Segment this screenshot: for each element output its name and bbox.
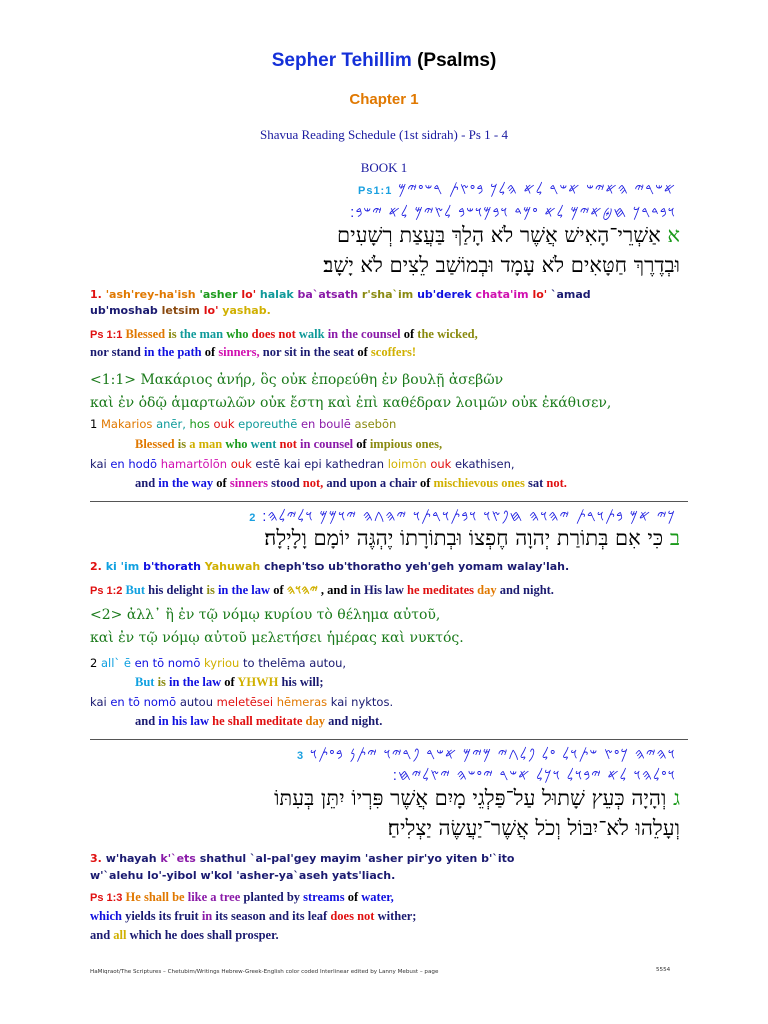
en-word: He [125, 890, 141, 904]
v2-english-ref: Ps 1:2 [90, 585, 123, 597]
en-word: yields [125, 909, 156, 923]
en-word: in [143, 345, 155, 359]
en-word: of [347, 890, 359, 904]
ge-word: in [300, 437, 311, 451]
tl-word: pir'yo [406, 852, 442, 865]
en-word: shall [207, 928, 233, 942]
tl-word: yomam [458, 560, 504, 573]
tl-word: lo'-yibol [147, 869, 197, 882]
gt-word: all` [100, 656, 121, 670]
v2-greek-translit-2 [90, 695, 393, 709]
ge-word: of [419, 476, 431, 490]
ge-word: is [177, 437, 187, 451]
en-word: the seat [313, 345, 355, 359]
tl-word: yeh'geh [405, 560, 455, 573]
en-word: scoffers! [370, 345, 417, 359]
en-word: of [357, 345, 368, 359]
v1-translit-num: 1. [90, 288, 102, 301]
ge-word: shall meditate [227, 714, 303, 728]
ge-word: and [135, 714, 156, 728]
en-word: the man [179, 327, 224, 341]
gt-word: ouk [230, 457, 252, 471]
tl-word: 'asher [199, 288, 238, 301]
ge-word: in [158, 476, 169, 490]
en-word: in [327, 327, 339, 341]
tl-word: walay'lah. [506, 560, 570, 573]
ge-word: his law [171, 714, 210, 728]
en-word: be [172, 890, 185, 904]
ge-word: night. [351, 714, 383, 728]
en-word: the law [231, 583, 271, 597]
gt-word: nomō [143, 695, 177, 709]
v3-translit-line-1 [90, 852, 514, 865]
v2-english-line [90, 583, 554, 598]
tl-word: ub'moshab [90, 304, 158, 317]
gt-word: epi [304, 457, 322, 471]
ge-word: stood [271, 476, 300, 490]
tl-word: ub'derek [417, 288, 472, 301]
gt-word: anēr, [156, 417, 186, 431]
en-word: wither; [377, 909, 417, 923]
tl-word: ba`atsath [297, 288, 359, 301]
gt-word: kai [90, 457, 107, 471]
en-word: sinners, [218, 345, 260, 359]
tl-word: cheph'tso [264, 560, 325, 573]
ge-word: and [328, 714, 349, 728]
v3-english-ref: Ps 1:3 [90, 892, 123, 904]
gt-word: kai [90, 695, 107, 709]
tl-word: w'hayah [105, 852, 157, 865]
v1-greek-line-1: <1:1> Μακάριος ἀνήρ, ὃς οὐκ ἐπορεύθη ἐν βουλῇ ἀσεβῶν [90, 372, 504, 388]
title-paren: (Psalms) [417, 50, 497, 71]
v3-paleo-text-1: 𐤅𐤄𐤉𐤄 𐤊𐤏𐤑 𐤔𐤕𐤅𐤋 𐤏𐤋 𐤐𐤋𐤂𐤉 𐤌𐤉𐤌 𐤀𐤔𐤓 𐤐𐤓𐤉𐤅 𐤉𐤕𐤍 𐤁𐤏𐤕𐤅 [309, 745, 676, 763]
v3-translit-num: 3. [90, 852, 102, 865]
ge-word: not. [546, 476, 567, 490]
en-word: shall [143, 890, 169, 904]
v3-hebrew-num: ג [673, 786, 680, 810]
en-word: its leaf [292, 909, 328, 923]
tl-word: 'asher-ya`aseh [236, 869, 329, 882]
v1-translit-line-2 [90, 304, 271, 317]
en-word: like [187, 890, 208, 904]
v1-paleo-line-1 [358, 180, 676, 198]
en-word: its season [215, 909, 266, 923]
gt-word: kai [283, 457, 301, 471]
ge-word: who [225, 437, 248, 451]
en-word: the wicked, [417, 327, 478, 341]
gt-word: meletēsei [216, 695, 274, 709]
v3-hebrew-text-1: וְהָיָה כְּעֵץ שָׁתוּל עַל־פַּלְגֵי מָיִם אֲשֶׁר פִּרְיוֹ יִתֵּן בְּעִתּוֹ [274, 786, 667, 810]
en-word: of [273, 583, 284, 597]
v1-greek-english-1 [135, 437, 442, 452]
v3-paleo-line-2: 𐤅𐤏𐤋𐤄𐤅 𐤋𐤀 𐤉𐤁𐤅𐤋 𐤅𐤊𐤋 𐤀𐤔𐤓 𐤉𐤏𐤔𐤄 𐤉𐤑𐤋𐤉𐤇׃ [392, 766, 676, 784]
v2-greek-translit-1 [90, 656, 346, 670]
en-word: nor [262, 345, 282, 359]
en-word: meditates [422, 583, 475, 597]
en-word: Blessed [125, 327, 166, 341]
gt-word: eporeuthē [238, 417, 298, 431]
v2-paleo-text: 𐤊𐤉 𐤀𐤌 𐤁𐤕𐤅𐤓𐤕 𐤉𐤄𐤅𐤄 𐤇𐤐𐤑𐤅 𐤅𐤁𐤕𐤅𐤓𐤕𐤅 𐤉𐤄𐤂𐤄 𐤉𐤅𐤌𐤌 𐤅𐤋𐤉𐤋𐤄׃ [262, 507, 676, 525]
tl-word: b'thorath [143, 560, 201, 573]
verse-divider [90, 501, 688, 502]
ge-word: YHWH [237, 675, 279, 689]
footer-text: HaMiqraot/The Scriptures – Chetubim/Writings Hebrew-Greek-English color coded Interlinear edited by Lanny Mebust – page [90, 969, 439, 975]
en-word: of [204, 345, 216, 359]
en-word: , and [320, 583, 348, 597]
v3-paleo-num: 3 [296, 750, 305, 762]
en-word: the path [157, 345, 202, 359]
ge-word: is [157, 675, 166, 689]
en-word: sit [284, 345, 297, 359]
en-word: prosper. [235, 928, 279, 942]
en-word: his delight [148, 583, 204, 597]
v1-hebrew-text-1: אַשְׁרֵי־הָאִישׁ אֲשֶׁר לֹא הָלַךְ בַּעֲצַת רְשָׁעִים [337, 223, 661, 247]
v1-hebrew-num: א [667, 223, 680, 247]
v2-translit-line [90, 560, 569, 573]
gt-word: kai [330, 695, 348, 709]
ge-word: the law [182, 675, 222, 689]
en-word: he [407, 583, 420, 597]
gt-word: en [134, 656, 149, 670]
v1-greek-translit-1 [90, 417, 396, 431]
gt-word: en [110, 695, 125, 709]
en-word: But [125, 583, 145, 597]
ge-word: sinners [229, 476, 269, 490]
v2-translit-num: 2. [90, 560, 102, 573]
gt-word: autou, [309, 656, 347, 670]
page-title [0, 50, 768, 72]
v1-greek-line-2: καὶ ἐν ὁδῷ ἁμαρτωλῶν οὐκ ἔστη καὶ ἐπὶ καθέδραν λοιμῶν οὐκ ἐκάθισεν, [90, 395, 612, 411]
gt-word: en [110, 457, 125, 471]
gt-word: ē [123, 656, 131, 670]
tl-word: 'asher [364, 852, 403, 865]
ge-word: a chair [379, 476, 417, 490]
tl-word: halak [259, 288, 294, 301]
gt-word: nomō [167, 656, 201, 670]
gt-word: Makarios [100, 417, 153, 431]
v1-english-ref: Ps 1:1 [90, 329, 123, 341]
ge-word: in [158, 714, 169, 728]
v3-english-line-3 [90, 928, 279, 943]
v2-greek-english-1 [135, 675, 324, 690]
ge-word: of [224, 675, 235, 689]
tl-word: ub'thoratho [328, 560, 402, 573]
en-word: and [499, 583, 520, 597]
tl-word: `al-pal'gey [250, 852, 317, 865]
page-footer [90, 969, 690, 975]
gt-word: boulē [318, 417, 351, 431]
en-word: a tree [210, 890, 241, 904]
tl-word: k'`ets [160, 852, 196, 865]
gt-word: 1 [90, 417, 98, 431]
tl-word: lo' [241, 288, 257, 301]
en-word: its fruit [158, 909, 199, 923]
v1-english-line-1 [90, 327, 478, 342]
en-word: and [268, 909, 290, 923]
ge-word: of [216, 476, 227, 490]
gt-word: nyktos. [351, 695, 394, 709]
v3-english-line-2 [90, 909, 416, 924]
en-word: streams [303, 890, 345, 904]
v3-paleo-line-1 [297, 745, 676, 763]
gt-word: thelēma [258, 656, 306, 670]
v2-paleo-line [249, 507, 676, 525]
v2-hebrew-line [264, 526, 680, 551]
gt-word: kyriou [204, 656, 240, 670]
tl-word: 'ash'rey-ha'ish [105, 288, 196, 301]
en-word: planted [243, 890, 284, 904]
ge-word: and [135, 476, 156, 490]
tl-word: lo' [532, 288, 548, 301]
en-word: by [286, 890, 301, 904]
ge-word: of [356, 437, 367, 451]
en-word: nor [90, 345, 109, 359]
tl-word: w'kol [200, 869, 233, 882]
tl-word: Yahuwah [204, 560, 261, 573]
en-word: all [113, 928, 127, 942]
tl-word: r'sha`im [361, 288, 414, 301]
en-word: stand [111, 345, 141, 359]
gt-word: ouk [430, 457, 452, 471]
tl-word: shathul [199, 852, 247, 865]
ge-word: Blessed [135, 437, 175, 451]
en-word: which [90, 909, 122, 923]
ge-word: But [135, 675, 155, 689]
gt-word: autou [179, 695, 213, 709]
en-word: does [180, 928, 204, 942]
ge-word: impious ones, [369, 437, 443, 451]
ge-word: mischievous ones [433, 476, 525, 490]
divine-name-paleo: 𐤉𐤄𐤅𐤄 [286, 583, 318, 597]
v2-greek-english-2 [135, 714, 382, 729]
gt-word: hēmeras [276, 695, 328, 709]
v2-hebrew-num: ב [669, 526, 680, 550]
v3-translit-line-2 [90, 869, 395, 882]
ge-word: in [169, 675, 180, 689]
ge-word: upon [349, 476, 377, 490]
en-word: night. [523, 583, 554, 597]
gt-word: hos [189, 417, 210, 431]
tl-word: w'`alehu [90, 869, 144, 882]
gt-word: 2 [90, 656, 98, 670]
en-word: who [226, 327, 249, 341]
en-word: of [403, 327, 415, 341]
gt-word: tō [128, 695, 140, 709]
ge-word: his will; [281, 675, 324, 689]
tl-word: yats'liach. [332, 869, 396, 882]
en-word: is [168, 327, 177, 341]
v1-paleo-ref: Ps1:1 [357, 185, 393, 197]
en-word: is [206, 583, 215, 597]
chapter-heading: Chapter 1 [349, 91, 419, 108]
v1-hebrew-line-1 [337, 223, 680, 248]
title-main: Sepher Tehillim [271, 50, 412, 71]
ge-word: day [305, 714, 325, 728]
v2-paleo-num: 2 [249, 512, 257, 524]
book-heading: BOOK 1 [360, 160, 408, 175]
tl-word: lo' [203, 304, 219, 317]
gt-word: to [243, 656, 255, 670]
v1-greek-translit-2 [90, 457, 515, 471]
en-word: he [164, 928, 178, 942]
tl-word: mayim [320, 852, 362, 865]
v3-english-line-1 [90, 890, 394, 905]
gt-word: en [300, 417, 316, 431]
ge-word: the way [171, 476, 214, 490]
ge-word: not, [302, 476, 324, 490]
en-word: does not [251, 327, 296, 341]
gt-word: kathedran [325, 457, 385, 471]
tl-word: `amad [551, 288, 591, 301]
v1-greek-english-2 [135, 476, 567, 491]
en-word: walk [298, 327, 325, 341]
gt-word: hamartōlōn [160, 457, 228, 471]
v3-hebrew-line-2: וְעָלֵהוּ לֹא־יִבּוֹל וְכֹל אֲשֶׁר־יַעֲשֶׂה יַצְלִיחַ׃ [387, 816, 680, 840]
tl-word: letsim [161, 304, 200, 317]
reading-schedule: Shavua Reading Schedule (1st sidrah) - Ps 1 - 4 [259, 127, 509, 142]
footer-page-number: 5554 [656, 967, 671, 973]
gt-word: asebōn [354, 417, 397, 431]
tl-word: chata'im [475, 288, 529, 301]
ge-word: went [250, 437, 277, 451]
v1-translit-line-1 [90, 288, 591, 301]
tl-word: yiten [445, 852, 478, 865]
en-word: in [217, 583, 229, 597]
en-word: in [350, 583, 361, 597]
v1-english-line-2 [90, 345, 416, 360]
gt-word: ekathisen, [454, 457, 515, 471]
v3-hebrew-line-1 [274, 786, 680, 811]
ge-word: he [212, 714, 225, 728]
v1-paleo-line-2: 𐤅𐤁𐤃𐤓𐤊 𐤇𐤈𐤀𐤉𐤌 𐤋𐤀 𐤏𐤌𐤃 𐤅𐤁𐤌𐤅𐤔𐤁 𐤋𐤑𐤉𐤌 𐤋𐤀 𐤉𐤔𐤁׃ [350, 203, 676, 221]
tl-word: yashab. [222, 304, 271, 317]
gt-word: ouk [213, 417, 235, 431]
tl-word: 'im [120, 560, 140, 573]
gt-word: estē [255, 457, 281, 471]
en-word: does not [330, 909, 375, 923]
verse-divider [90, 739, 688, 740]
ge-word: sat [527, 476, 544, 490]
gt-word: tō [152, 656, 165, 670]
gt-word: loimōn [387, 457, 427, 471]
en-word: His law [363, 583, 404, 597]
ge-word: a man [189, 437, 223, 451]
tl-word: b'`ito [481, 852, 515, 865]
en-word: in [300, 345, 311, 359]
ge-word: counsel [313, 437, 354, 451]
v2-greek-line-2: καὶ ἐν τῷ νόμῳ αὐτοῦ μελετήσει ἡμέρας καὶ νυκτός. [90, 630, 464, 646]
en-word: the counsel [341, 327, 401, 341]
en-word: and [90, 928, 111, 942]
ge-word: not [279, 437, 297, 451]
en-word: day [477, 583, 497, 597]
v2-greek-line-1: <2> ἀλλ᾽ ἢ ἐν τῷ νόμῳ κυρίου τὸ θέλημα αὐτοῦ, [90, 607, 441, 623]
en-word: which [129, 928, 162, 942]
en-word: in [201, 909, 213, 923]
v1-paleo-text-1: 𐤀𐤔𐤓𐤉 𐤄𐤀𐤉𐤔 𐤀𐤔𐤓 𐤋𐤀 𐤄𐤋𐤊 𐤁𐤏𐤑𐤕 𐤓𐤔𐤏𐤉𐤌 [398, 180, 676, 198]
v2-hebrew-text: כִּי אִם בְּתוֹרַת יְהוָה חֶפְצוֹ וּבְתוֹרָתוֹ יֶהְגֶּה יוֹמָם וָלָיְלָה׃ [264, 526, 664, 550]
tl-word: ki [105, 560, 117, 573]
gt-word: hodō [128, 457, 158, 471]
en-word: water, [361, 890, 394, 904]
ge-word: and [326, 476, 347, 490]
v1-hebrew-line-2: וּבְדֶרֶךְ חַטָּאִים לֹא עָמָד וּבְמוֹשַׁב לֵצִים לֹא יָשָׁב׃ [323, 253, 680, 277]
